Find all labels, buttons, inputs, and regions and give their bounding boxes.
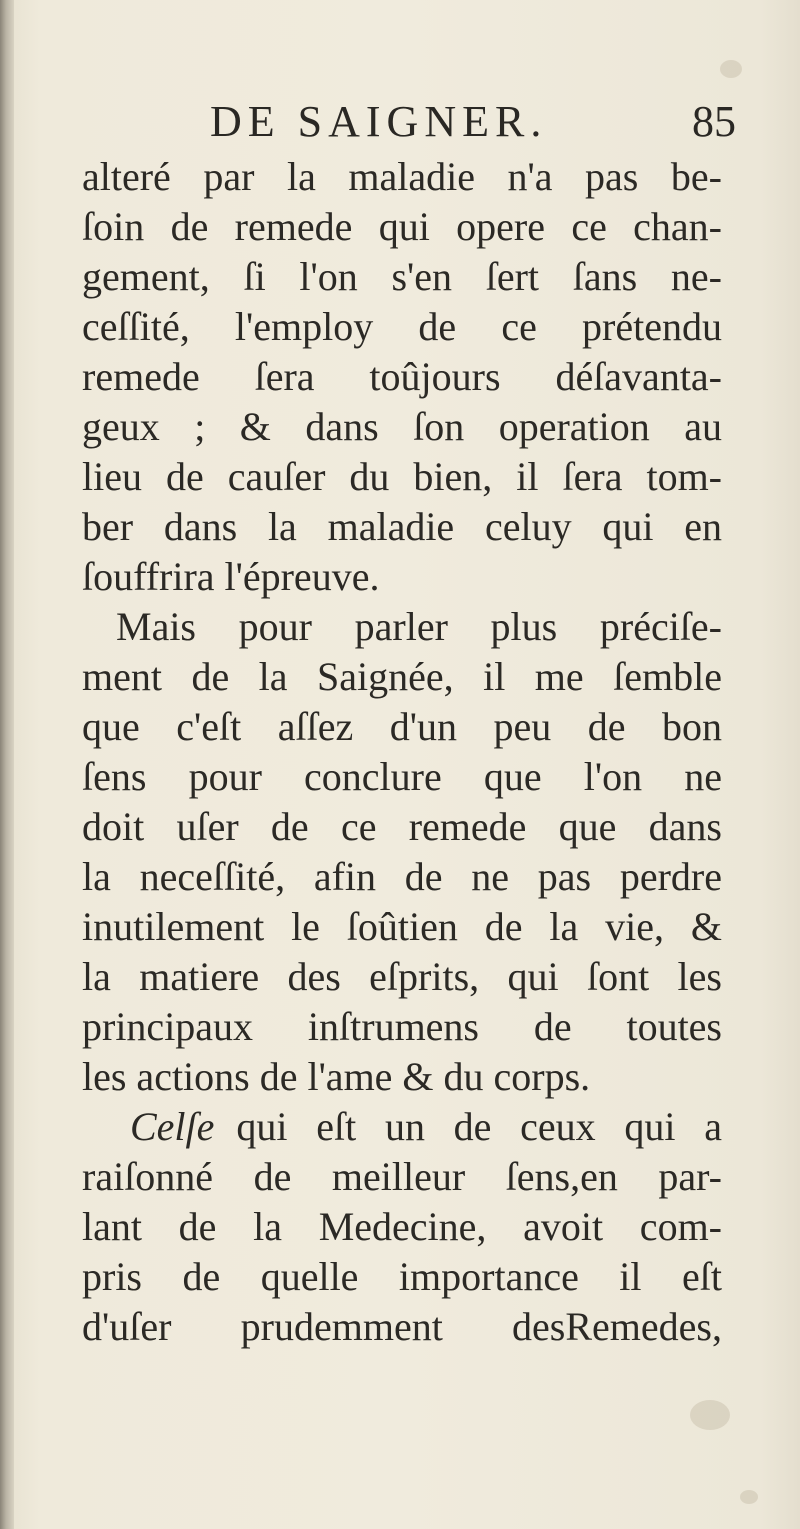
text-line: ceſſité, l'employ de ce prétendu: [82, 304, 722, 349]
text-line: lant de la Medecine, avoit com-: [82, 1204, 722, 1249]
running-head-title: DE SAIGNER.: [210, 97, 548, 146]
text-line: Mais pour parler plus préciſe-: [116, 604, 722, 649]
text-line: gement, ſi l'on s'en ſert ſans ne-: [82, 254, 722, 299]
text-line: la matiere des eſprits, qui ſont les: [82, 954, 722, 999]
binding-gutter: [0, 0, 14, 1529]
text-line: remede ſera toûjours déſavanta-: [82, 354, 722, 399]
body-text: [82, 152, 722, 1352]
text-line-remainder: qui eſt un de ceux qui a: [236, 1104, 722, 1149]
text-line: lieu de cauſer du bien, il ſera tom-: [82, 454, 722, 499]
text-line: geux ; & dans ſon operation au: [82, 404, 722, 449]
text-line: doit uſer de ce remede que dans: [82, 804, 722, 849]
text-line: principaux inſtrumens de toutes: [82, 1004, 722, 1049]
text-line: les actions de l'ame & du corps.: [82, 1054, 591, 1099]
text-line: [82, 1102, 722, 1152]
paper-stain: [740, 1490, 758, 1504]
paper-stain: [720, 60, 742, 78]
text-line: ber dans la maladie celuy qui en: [82, 504, 722, 549]
text-line: pris de quelle importance il eſt: [82, 1254, 722, 1299]
text-line: ſoin de remede qui opere ce chan-: [82, 204, 722, 249]
text-line: raiſonné de meilleur ſens,en par-: [82, 1154, 722, 1199]
text-line: alteré par la maladie n'a pas be-: [82, 154, 722, 199]
text-line: ment de la Saignée, il me ſemble: [82, 654, 722, 699]
text-line: inutilement le ſoûtien de la vie, &: [82, 904, 722, 949]
paper-stain: [690, 1400, 730, 1430]
italic-author-name: Celſe: [130, 1104, 215, 1149]
text-line: que c'eſt aſſez d'un peu de bon: [82, 704, 722, 749]
page-number: 85: [692, 97, 736, 146]
text-line: ſouffrira l'épreuve.: [82, 554, 380, 599]
running-head: [60, 96, 740, 156]
text-line: d'uſer prudemment desRemedes,: [82, 1304, 722, 1349]
text-line: ſens pour conclure que l'on ne: [82, 754, 722, 799]
text-line: la neceſſité, afin de ne pas perdre: [82, 854, 722, 899]
